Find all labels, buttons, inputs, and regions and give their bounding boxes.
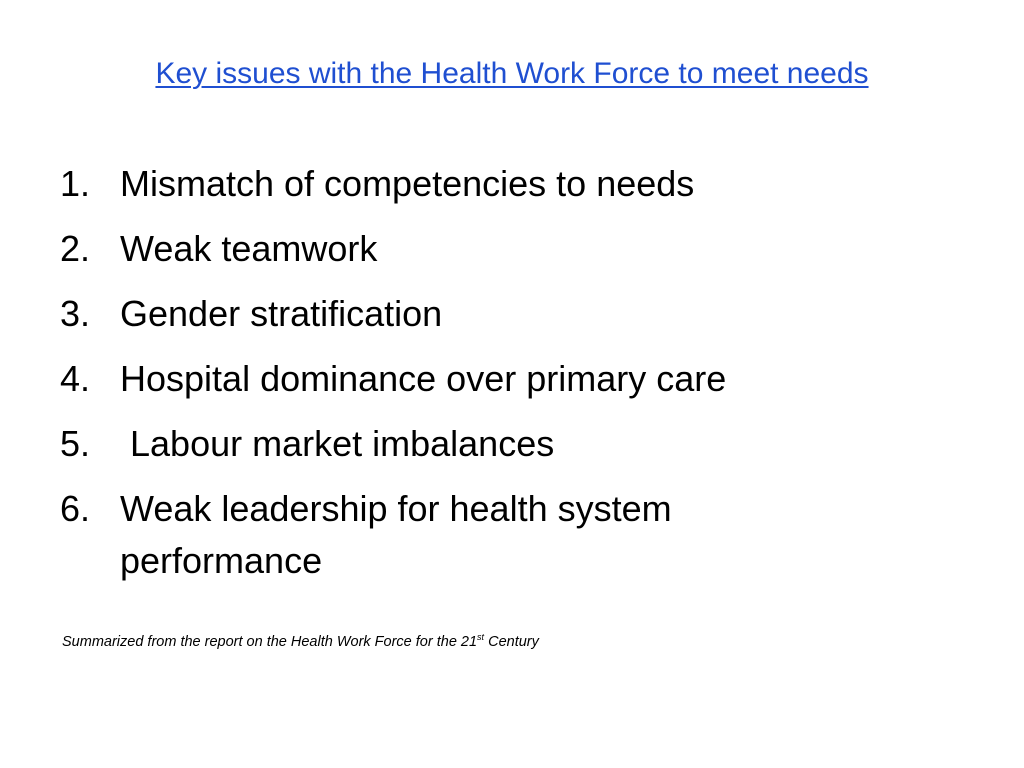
list-item-number: 1.: [60, 163, 91, 204]
issues-list: [60, 158, 960, 600]
list-item-text: Weak teamwork: [120, 228, 378, 269]
list-item: [60, 483, 960, 587]
list-item-text: Hospital dominance over primary care: [120, 358, 727, 399]
list-item-number: 4.: [60, 358, 91, 399]
slide-title: [0, 52, 1024, 96]
source-caption: [62, 632, 539, 652]
caption-superscript: st: [477, 632, 485, 643]
list-item-text: Mismatch of competencies to needs: [120, 163, 695, 204]
list-item: [60, 158, 960, 210]
caption-suffix: Century: [484, 634, 539, 650]
list-item: [60, 223, 960, 275]
list-item: [60, 418, 960, 470]
list-item-number: 6.: [60, 488, 91, 529]
list-item: [60, 353, 960, 405]
list-item-text: Weak leadership for health system performance: [120, 488, 682, 581]
caption-prefix: Summarized from the report on the Health Work Force for the 21: [62, 634, 478, 650]
list-item-number: 5.: [60, 423, 91, 464]
list-item: [60, 288, 960, 340]
list-item-number: 2.: [60, 228, 91, 269]
title-link[interactable]: Key issues with the Health Work Force to meet needs: [155, 57, 869, 90]
list-item-text: Labour market imbalances: [120, 423, 555, 464]
list-item-text: Gender stratification: [120, 293, 443, 334]
list-item-number: 3.: [60, 293, 91, 334]
